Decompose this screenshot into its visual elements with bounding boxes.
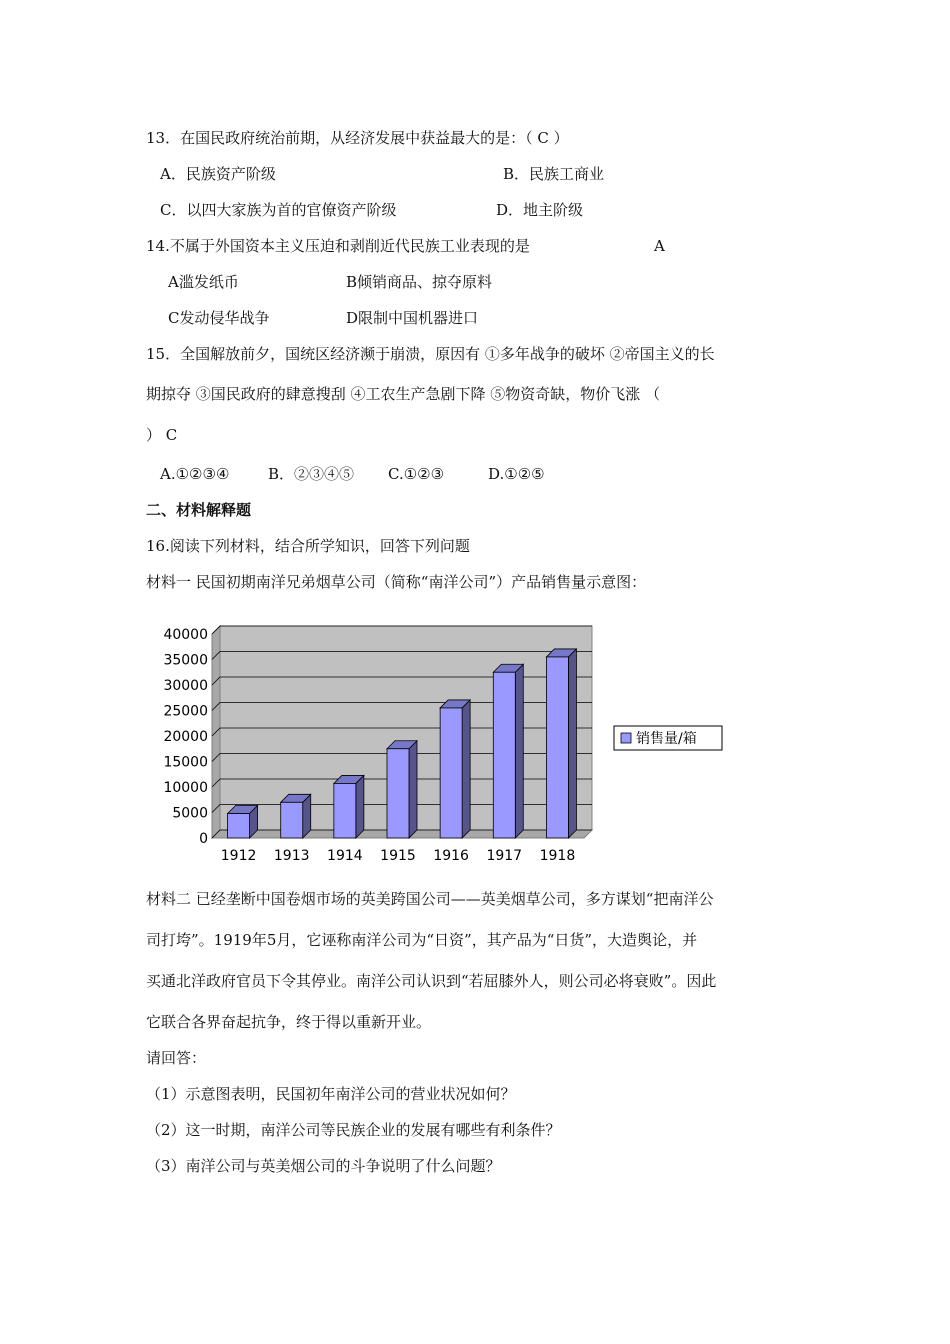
x-tick-label: 1913 bbox=[273, 848, 310, 862]
q13-option-d: D．地主阶级 bbox=[496, 201, 584, 219]
x-tick-label: 1914 bbox=[327, 848, 363, 862]
y-tick-label: 30000 bbox=[163, 678, 208, 694]
y-tick-label: 0 bbox=[199, 831, 208, 847]
q15-option-a: A.①②③④ bbox=[160, 465, 230, 483]
x-tick-label: 1917 bbox=[486, 848, 523, 862]
x-tick-label: 1918 bbox=[539, 848, 576, 862]
q14-stem: 14.不属于外国资本主义压迫和剥削近代民族工业表现的是 bbox=[146, 237, 530, 255]
q13-option-c: C．以四大家族为首的官僚资产阶级 bbox=[160, 201, 397, 219]
q15-line-3: ） C bbox=[146, 426, 178, 444]
q13-stem: 13．在国民政府统治前期，从经济发展中获益最大的是：（ C ） bbox=[146, 129, 569, 147]
bar bbox=[228, 814, 250, 838]
q16-stem: 16.阅读下列材料，结合所学知识，回答下列问题 bbox=[146, 537, 470, 555]
y-tick-label: 40000 bbox=[163, 627, 208, 643]
q16-material-1: 材料一 民国初期南洋兄弟烟草公司（简称“南洋公司”）产品销售量示意图： bbox=[146, 573, 647, 591]
q16-material-2-line-1: 材料二 已经垄断中国卷烟市场的英美跨国公司——英美烟草公司，多方谋划“把南洋公 bbox=[146, 890, 714, 908]
bar bbox=[281, 802, 303, 838]
q14-option-a: A滥发纸币 bbox=[168, 273, 239, 291]
bar bbox=[440, 708, 462, 838]
bar-side bbox=[568, 649, 576, 838]
q13-option-a: A．民族资产阶级 bbox=[160, 165, 276, 183]
q14-option-d: D限制中国机器进口 bbox=[346, 309, 479, 327]
bar-side bbox=[462, 700, 470, 838]
y-tick-label: 25000 bbox=[163, 703, 208, 720]
legend-label: 销售量/箱 bbox=[636, 731, 697, 747]
y-tick-label: 10000 bbox=[163, 780, 208, 796]
q16-material-2-line-3: 买通北洋政府官员下令其停业。南洋公司认识到“若屈膝外人，则公司必将衰败”。因此 bbox=[146, 972, 717, 990]
legend-swatch bbox=[621, 733, 631, 743]
bar-side bbox=[515, 664, 523, 838]
q15-option-b: B．②③④⑤ bbox=[268, 465, 355, 483]
bar bbox=[493, 672, 515, 838]
section-heading: 二、材料解释题 bbox=[146, 501, 252, 519]
q13-option-b: B．民族工商业 bbox=[503, 165, 605, 183]
q16-ask: 请回答： bbox=[146, 1049, 207, 1067]
q16-sub-1: （1）示意图表明，民国初年南洋公司的营业状况如何？ bbox=[146, 1085, 516, 1103]
bar bbox=[546, 657, 568, 838]
y-tick-label: 20000 bbox=[163, 729, 208, 745]
q16-material-2-line-4: 它联合各界奋起抗争，终于得以重新开业。 bbox=[146, 1013, 432, 1031]
q16-material-2-line-2: 司打垮”。1919年5月，它诬称南洋公司为“日资”，其产品为“日货”，大造舆论，并 bbox=[146, 931, 698, 949]
q15-option-d: D.①②⑤ bbox=[488, 465, 545, 483]
y-tick-label: 15000 bbox=[163, 754, 208, 771]
q14-option-c: C发动侵华战争 bbox=[168, 309, 270, 327]
q16-sub-2: （2）这一时期，南洋公司等民族企业的发展有哪些有利条件？ bbox=[146, 1121, 561, 1139]
x-tick-label: 1915 bbox=[380, 848, 416, 862]
bar-side bbox=[356, 775, 364, 838]
bar-side bbox=[409, 741, 417, 838]
bar bbox=[334, 783, 356, 838]
x-tick-label: 1916 bbox=[433, 848, 469, 862]
y-tick-label: 5000 bbox=[172, 805, 208, 822]
y-tick-label: 35000 bbox=[163, 652, 208, 669]
bar bbox=[387, 749, 409, 838]
q15-line-1: 15．全国解放前夕，国统区经济濒于崩溃，原因有 ①多年战争的破坏 ②帝国主义的长 bbox=[146, 345, 715, 363]
q16-sub-3: （3）南洋公司与英美烟公司的斗争说明了什么问题？ bbox=[146, 1157, 501, 1175]
q14-answer: A bbox=[654, 237, 665, 255]
x-tick-label: 1912 bbox=[220, 848, 257, 862]
q14-option-b: B倾销商品、掠夺原料 bbox=[346, 273, 493, 291]
sales-bar-chart bbox=[148, 612, 738, 862]
q15-line-2: 期掠夺 ③国民政府的肆意搜刮 ④工农生产急剧下降 ⑤物资奇缺，物价飞涨 （ bbox=[146, 385, 661, 403]
q15-option-c: C.①②③ bbox=[388, 465, 445, 483]
